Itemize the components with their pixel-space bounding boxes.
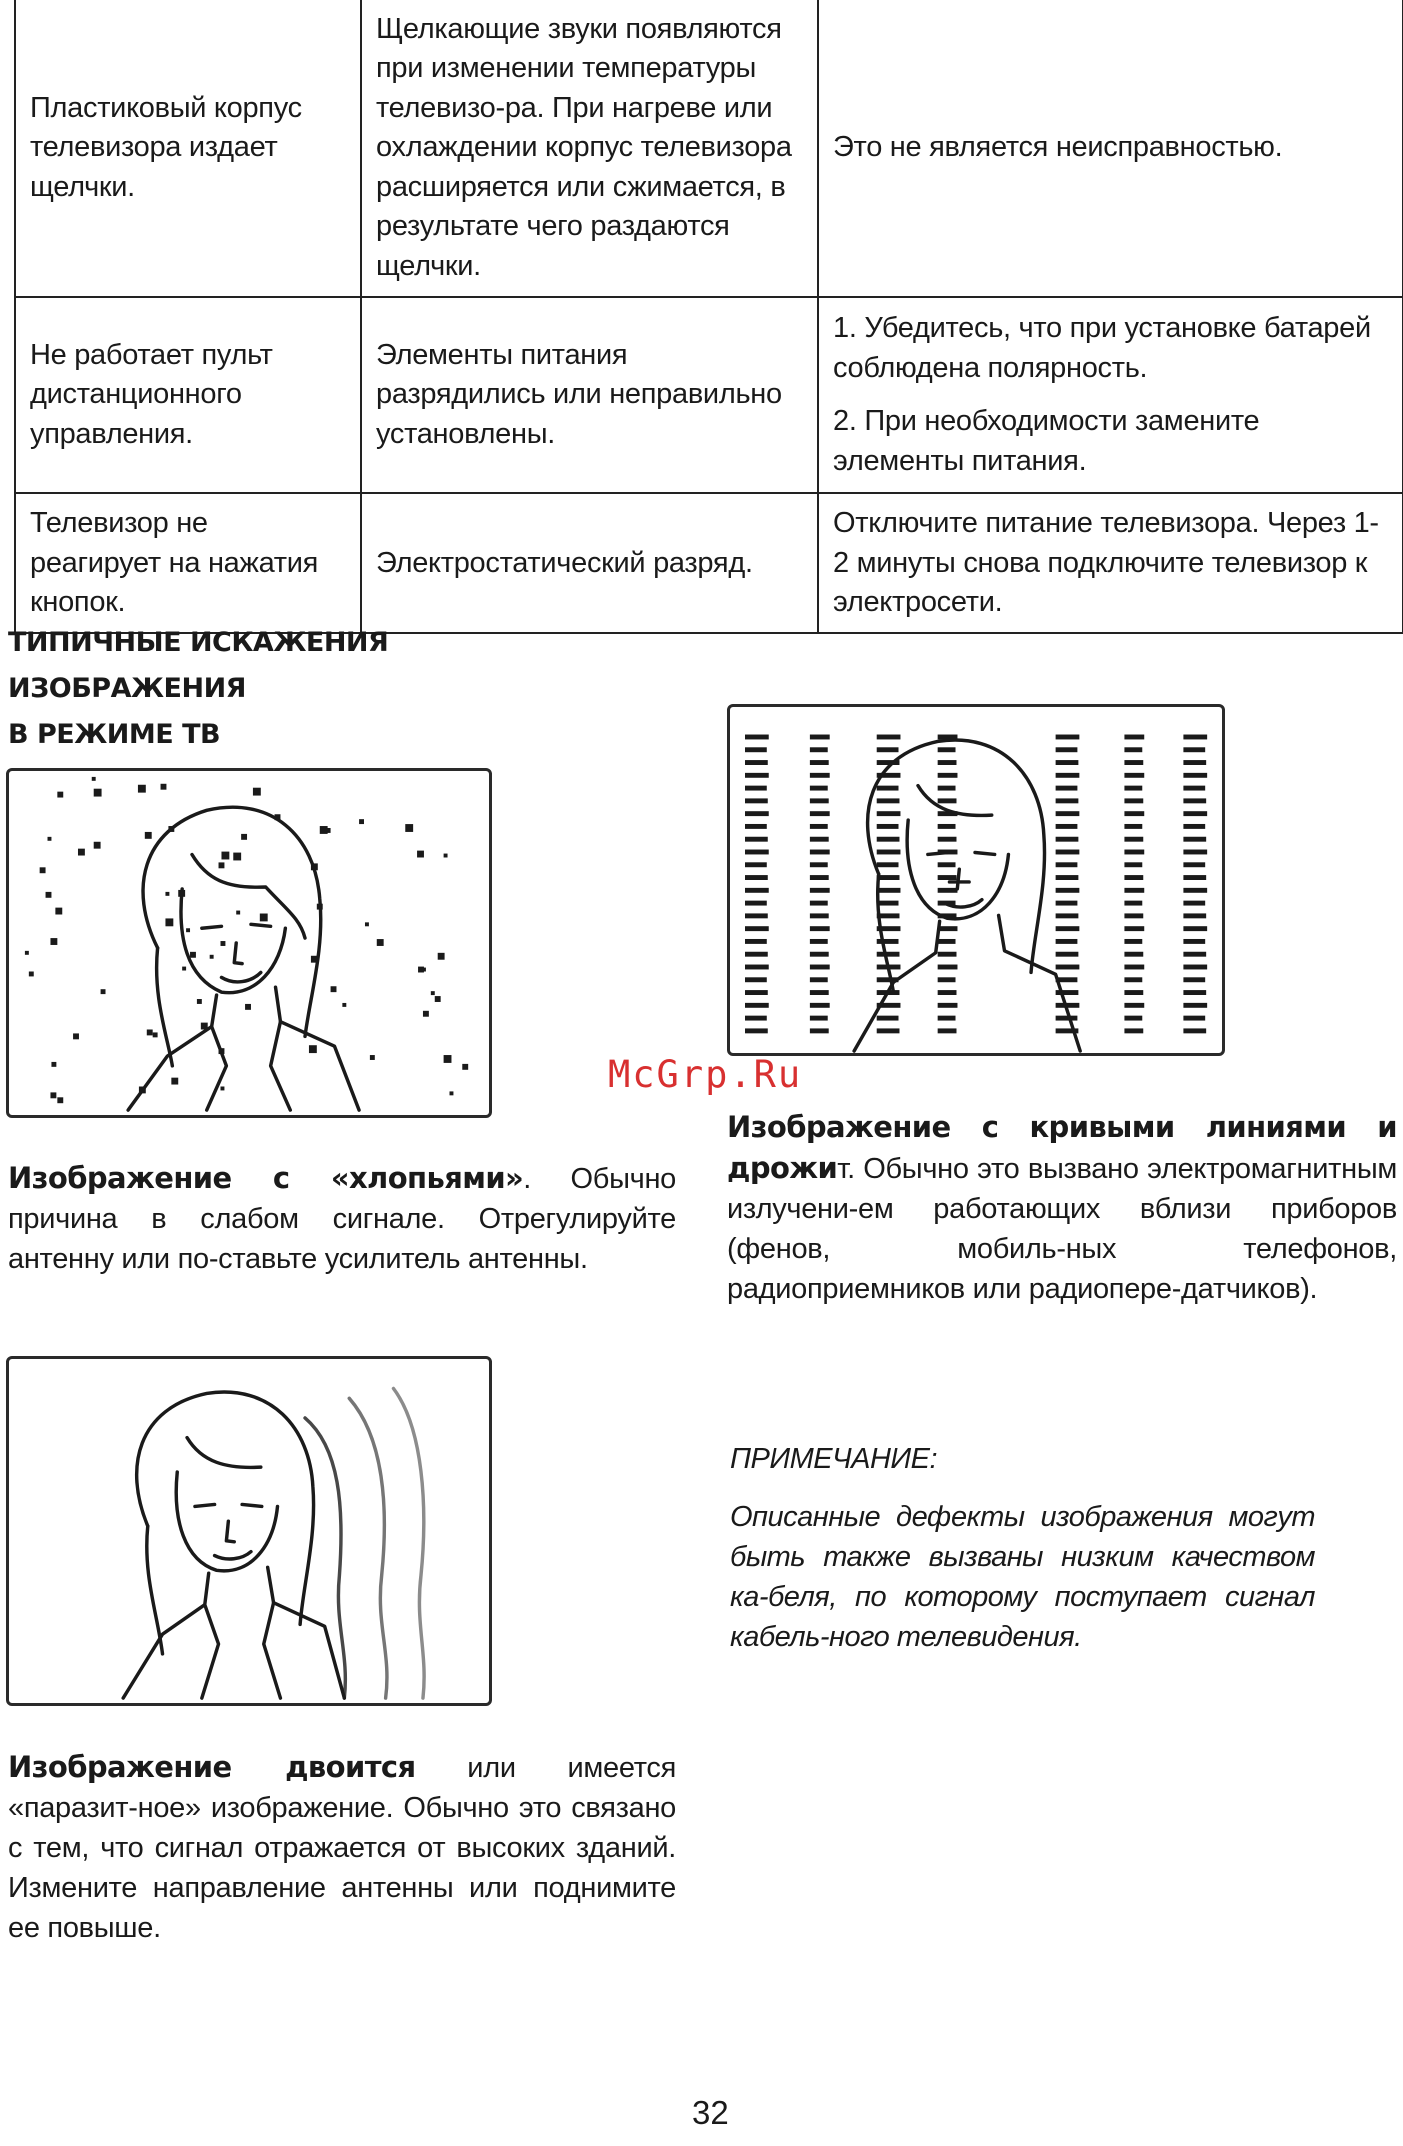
watermark-text: McGrp.Ru: [608, 1053, 803, 1096]
caption-bold: Изображение двоится: [8, 1750, 416, 1784]
note-body: Описанные дефекты изображения могут быть также вызваны низким качеством ка-беля, по которому поступает сигнал кабель-ного телевидения.: [730, 1501, 1315, 1653]
caption-text: . Обычно причина в слабом сигнале. Отрегулируйте антенну или по-ставьте усилитель антенны.: [8, 1163, 676, 1275]
section-title-line: ТИПИЧНЫЕ ИСКАЖЕНИЯ ИЗОБРАЖЕНИЯ: [8, 627, 389, 704]
problem-cell: Не работает пульт дистанционного управления.: [15, 297, 361, 493]
caption-bold: Изображение с кривыми линиями и дрожи: [727, 1110, 1397, 1185]
solution-cell: [818, 493, 1403, 633]
table-row: [15, 0, 1403, 297]
cause-cell: Элементы питания разрядились или неправильно установлены.: [361, 297, 818, 493]
section-title: [8, 620, 628, 758]
solution-step: 2. При необходимости замените элементы питания.: [833, 405, 1260, 477]
caption-text: или имеется «паразит-ное» изображение. Обычно это связано с тем, что сигнал отражается от высоких зданий. Измените направление антенны или поднимите ее повыше.: [8, 1752, 676, 1944]
solution-text: Отключите питание телевизора. Через 1-2 минуты снова подключите телевизор к электросети.: [833, 507, 1379, 618]
cause-cell: Электростатический разряд.: [361, 493, 818, 633]
snow-distortion-illustration: [6, 768, 492, 1118]
woman-portrait-snow-icon: [9, 771, 489, 1115]
solution-cell: [818, 0, 1403, 297]
problem-cell: Телевизор не реагирует на нажатия кнопок.: [15, 493, 361, 633]
ghost-distortion-illustration: [6, 1356, 492, 1706]
troubleshooting-table: [14, 0, 1403, 634]
caption-bold: Изображение с «хлопьями»: [8, 1161, 524, 1195]
table-row: [15, 493, 1403, 633]
solution-step: 1. Убедитесь, что при установке батарей соблюдена полярность.: [833, 312, 1371, 384]
note-title: ПРИМЕЧАНИЕ:: [730, 1443, 938, 1475]
solution-cell: [818, 297, 1403, 493]
woman-portrait-lines-icon: [730, 707, 1222, 1053]
cause-cell: Щелкающие звуки появляются при изменении температуры телевизо-ра. При нагреве или охлаждении корпус телевизора расширяется или сжимается, в результате чего раздаются щелчки.: [361, 0, 818, 297]
problem-cell: Пластиковый корпус телевизора издает щелчки.: [15, 0, 361, 297]
snow-distortion-caption: [8, 1158, 676, 1279]
caption-text: т. Обычно это вызвано электромагнитным излучени-ем работающих вблизи приборов (фенов, мобиль-ных телефонов, радиоприемников или радиопере-датчиков).: [727, 1153, 1397, 1305]
section-title-line: В РЕЖИМЕ ТВ: [8, 719, 221, 750]
table-row: [15, 297, 1403, 493]
lines-distortion-illustration: [727, 704, 1225, 1056]
woman-portrait-ghost-icon: [9, 1359, 489, 1703]
page-number: 32: [692, 2094, 729, 2131]
solution-text: Это не является неисправностью.: [833, 131, 1283, 164]
lines-distortion-caption: [727, 1107, 1397, 1309]
ghost-distortion-caption: [8, 1747, 676, 1948]
